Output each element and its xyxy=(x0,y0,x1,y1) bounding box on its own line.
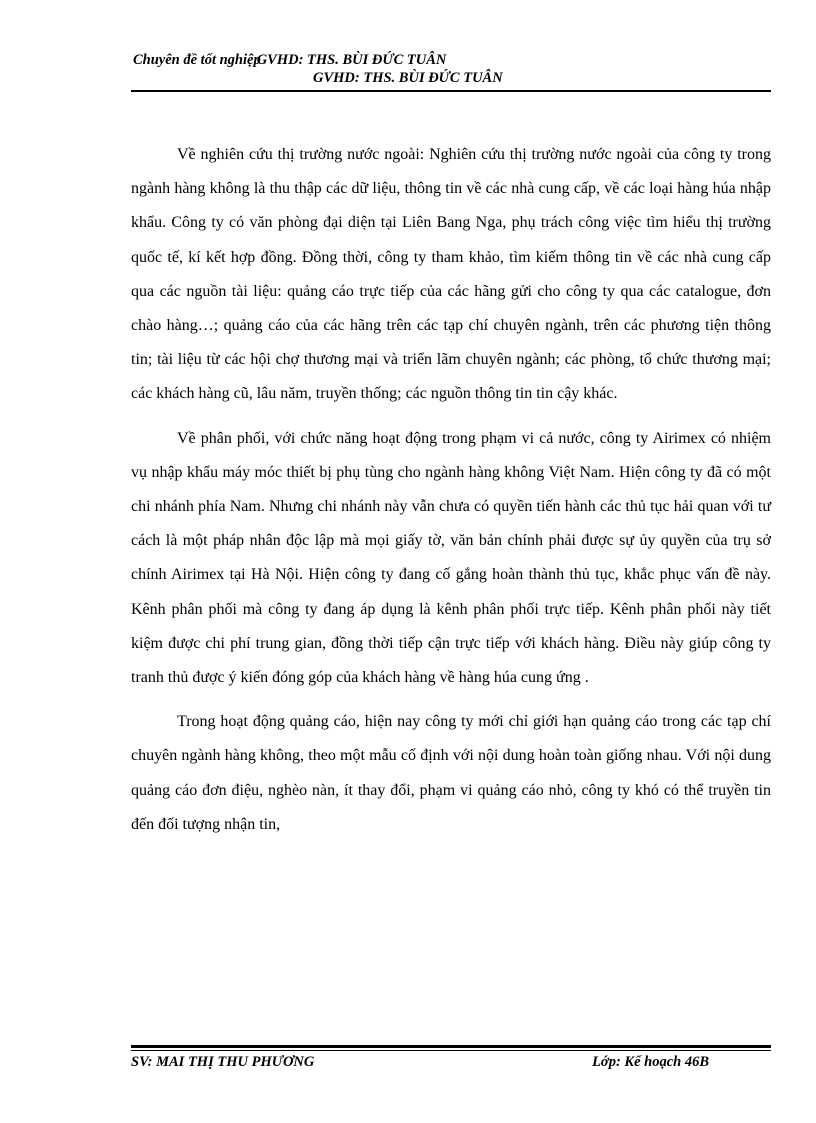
footer-class: Lớp: Kế hoạch 46B xyxy=(592,1054,709,1070)
footer-divider-thin xyxy=(131,1050,771,1051)
header-divider xyxy=(131,90,771,92)
header-advisor: GVHD: THS. BÙI ĐỨC TUÂN xyxy=(313,70,503,86)
page-footer xyxy=(131,1054,771,1078)
page-header xyxy=(131,50,771,94)
footer-student-name: SV: MAI THỊ THU PHƯƠNG xyxy=(131,1054,315,1070)
footer-divider-thick xyxy=(131,1045,771,1048)
header-thesis-title: Chuyên đề tốt nghiệp xyxy=(133,52,261,68)
header-line-1 xyxy=(133,52,446,69)
paragraph-market-research: Về nghiên cứu thị trường nước ngoài: Nghiên cứu thị trường nước ngoài của công ty trong ngành hàng không là thu thập các dữ liệu, thông tin về các nhà cung cấp, về các loại hàng húa nhập khẩu. Công ty có văn phòng đại diện tại Liên Bang Nga, phụ trách công việc tìm hiểu thị trường quốc tế, kí kết hợp đồng. Đồng thời, công ty tham khảo, tìm kiếm thông tin về các nhà cung cấp qua các nguồn tài liệu: quảng cáo trực tiếp của các hãng gửi cho công ty qua các catalogue, đơn chào hàng…; quảng cáo của các hãng trên các tạp chí chuyên ngành, trên các phương tiện thông tin; tài liệu từ các hội chợ thương mại và triển lãm chuyên ngành; các phòng, tổ chức thương mại; các khách hàng cũ, lâu năm, truyền thống; các nguồn thông tin tin cậy khác. xyxy=(131,146,771,403)
paragraph-distribution: Về phân phối, với chức năng hoạt động trong phạm vi cả nước, công ty Airimex có nhiệm vụ nhập khẩu máy móc thiết bị phụ tùng cho ngành hàng không Việt Nam. Hiện công ty đã có một chi nhánh phía Nam. Nhưng chi nhánh này vẫn chưa có quyền tiến hành các thủ tục hải quan với tư cách là một pháp nhân độc lập mà mọi giấy tờ, văn bản chính phải được sự ủy quyền của trụ sở chính Airimex tại Hà Nội. Hiện công ty đang cố gắng hoàn thành thủ tục, khắc phục vấn đề này. Kênh phân phối mà công ty đang áp dụng là kênh phân phối trực tiếp. Kênh phân phối này tiết kiệm được chi phí trung gian, đồng thời tiếp cận trực tiếp với khách hàng. Điều này giúp công ty tranh thủ được ý kiến đóng góp của khách hàng về hàng húa cung ứng . xyxy=(131,429,771,687)
header-advisor-overlap: GVHD: THS. BÙI ĐỨC TUÂN xyxy=(256,52,447,68)
document-body xyxy=(131,138,771,852)
paragraph-advertising: Trong hoạt động quảng cáo, hiện nay công ty mới chỉ giới hạn quảng cáo trong các tạp chí chuyên ngành hàng không, theo một mẫu cố định với nội dung hoàn toàn giống nhau. Với nội dung quảng cáo đơn điệu, nghèo nàn, ít thay đổi, phạm vi quảng cáo nhỏ, công ty khó có thể truyền tin đến đối tượng nhận tin, xyxy=(131,713,771,833)
